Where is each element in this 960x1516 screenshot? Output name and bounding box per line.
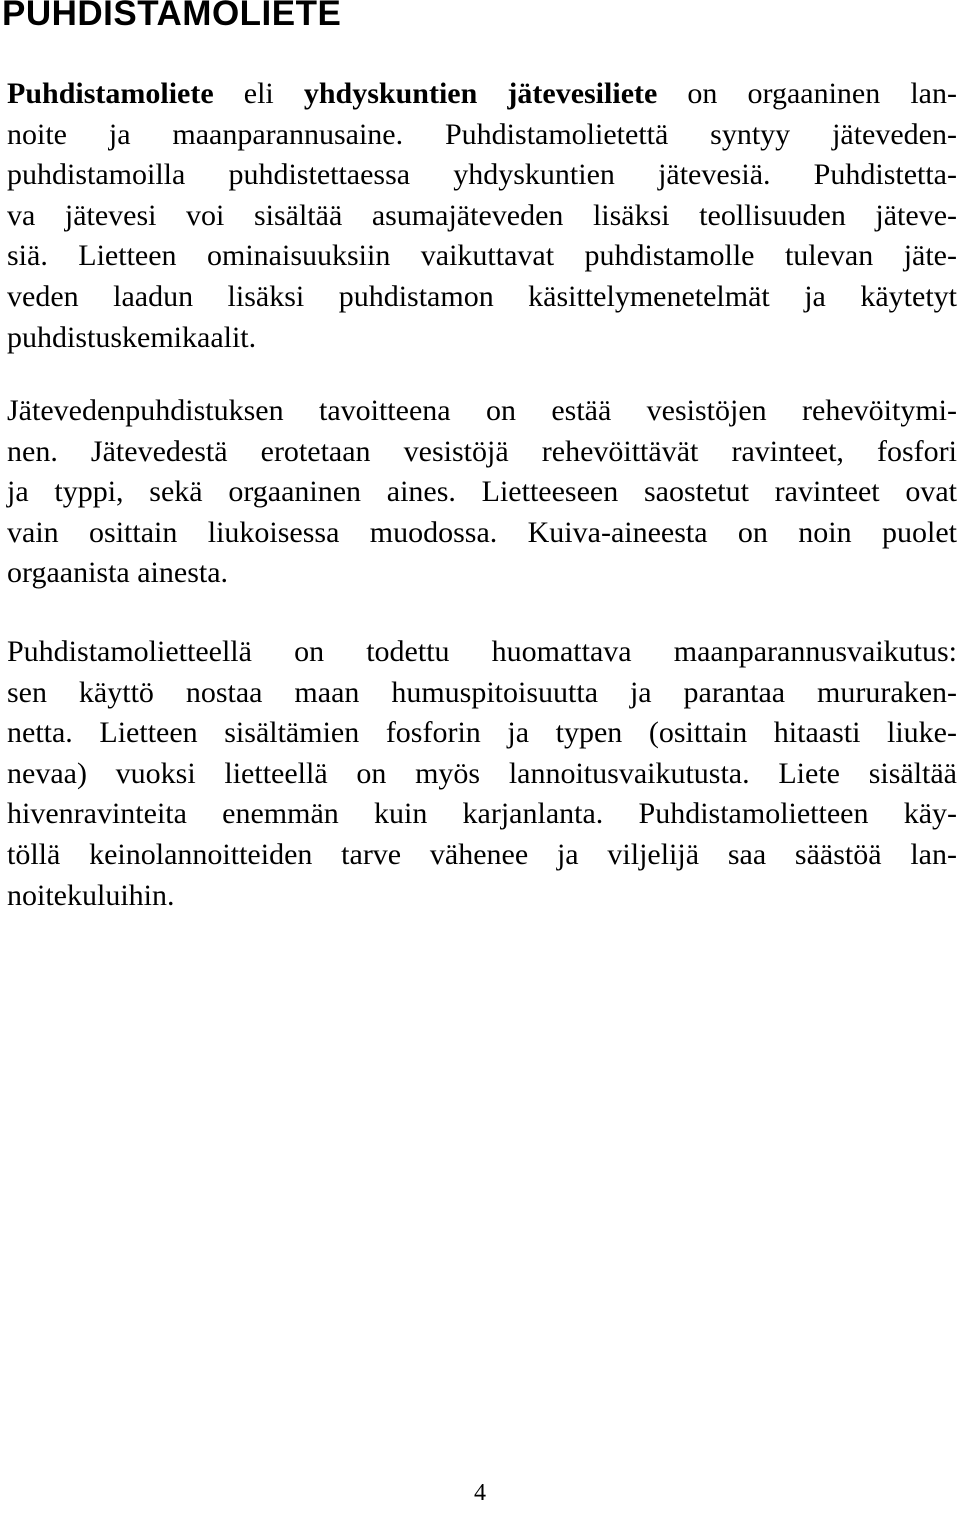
paragraph-line: puhdistamoilla puhdistettaessa yhdyskuntien jätevesiä. Puhdistetta- [7,158,957,192]
paragraph-line: ja typpi, sekä orgaaninen aines. Lietteeseen saostetut ravinteet ovat [7,475,957,509]
paragraph-line: vain osittain liukoisessa muodossa. Kuiva-aineesta on noin puolet [7,515,957,549]
text-segment: eli [213,77,304,110]
text-segment: on orgaaninen lan- [657,77,957,110]
paragraph-line: nen. Jätevedestä erotetaan vesistöjä rehevöittävät ravinteet, fosfori [7,434,957,468]
paragraph-2 [7,391,957,594]
paragraph-line: hivenravinteita enemmän kuin karjanlanta. Puhdistamolietteen käy- [7,797,957,831]
bold-term: yhdyskuntien jätevesiliete [303,77,658,110]
paragraph-line: siä. Lietteen ominaisuuksiin vaikuttavat puhdistamolle tulevan jäte- [7,239,957,273]
paragraph-line: Puhdistamolietteellä on todettu huomattava maanparannusvaikutus: [7,635,957,668]
paragraph-line: puhdistuskemikaalit. [7,320,257,354]
paragraph-line: noite ja maanparannusaine. Puhdistamolietettä syntyy jäteveden- [7,117,957,151]
paragraph-line [7,74,957,115]
bold-term: Puhdistamoliete [7,77,214,110]
paragraph-line: Jätevedenpuhdistuksen tavoitteena on estää vesistöjen rehevöitymi- [7,394,957,427]
paragraph-1 [7,74,957,358]
paragraph-3 [7,632,957,916]
page-number: 4 [474,1480,486,1506]
paragraph-line: orgaanista ainesta. [7,556,229,590]
paragraph-line: sen käyttö nostaa maan humuspitoisuutta ja parantaa mururaken- [7,675,957,709]
paragraph-line: veden laadun lisäksi puhdistamon käsittelymenetelmät ja käytetyt [7,279,957,313]
paragraph-line: töllä keinolannoitteiden tarve vähenee ja viljelijä saa säästöä lan- [7,837,957,871]
paragraph-line: nevaa) vuoksi lietteellä on myös lannoitusvaikutusta. Liete sisältää [7,756,957,790]
page-heading: PUHDISTAMOLIETE [2,0,342,33]
paragraph-line: noitekuluihin. [7,878,175,912]
paragraph-line: va jätevesi voi sisältää asumajäteveden lisäksi teollisuuden jäteve- [7,198,957,232]
paragraph-line: netta. Lietteen sisältämien fosforin ja typen (osittain hitaasti liuke- [7,716,957,750]
